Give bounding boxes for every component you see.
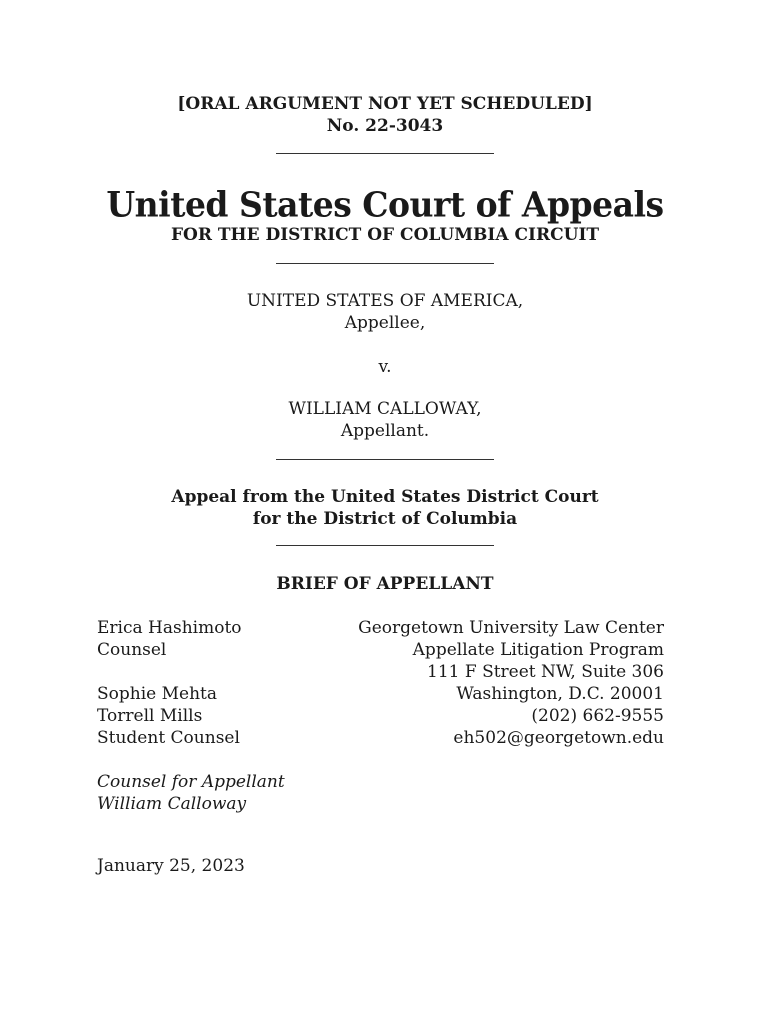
versus-wrap	[0, 356, 770, 378]
court-name: United States Court of Appeals	[106, 184, 664, 225]
divider-2-wrap	[0, 263, 770, 264]
divider-2	[276, 263, 494, 264]
counsel-name-2: Sophie Mehta	[97, 684, 217, 704]
counsel-for-line-1: Counsel for Appellant	[97, 772, 285, 792]
counsel-name-3: Torrell Mills	[97, 706, 203, 726]
divider-4	[276, 545, 494, 546]
appellant-role: Appellant.	[340, 421, 430, 441]
appellant-block	[0, 398, 770, 442]
counsel-role-2: Student Counsel	[97, 728, 240, 748]
address-phone: (202) 662-9555	[531, 706, 664, 726]
address-line-2: Appellate Litigation Program	[412, 640, 664, 660]
divider-1	[276, 153, 494, 154]
appeal-line-1: Appeal from the United States District Court	[171, 487, 599, 507]
counsel-block	[97, 617, 357, 815]
address-line-1: Georgetown University Law Center	[358, 618, 664, 638]
oral-argument-status: [ORAL ARGUMENT NOT YET SCHEDULED]	[177, 94, 593, 114]
date-wrap	[97, 855, 357, 877]
court-block	[0, 186, 770, 246]
counsel-role-1: Counsel	[97, 640, 167, 660]
court-circuit: FOR THE DISTRICT OF COLUMBIA CIRCUIT	[170, 225, 600, 245]
address-line-4: Washington, D.C. 20001	[456, 684, 664, 704]
appellant-name: WILLIAM CALLOWAY,	[288, 399, 482, 419]
counsel-for-line-2: William Calloway	[97, 794, 247, 814]
divider-3-wrap	[0, 459, 770, 460]
address-email: eh502@georgetown.edu	[453, 728, 664, 748]
versus: v.	[378, 357, 392, 377]
address-line-3: 111 F Street NW, Suite 306	[427, 662, 664, 682]
appellee-role: Appellee,	[344, 313, 426, 333]
address-block	[344, 617, 664, 749]
divider-4-wrap	[0, 545, 770, 546]
counsel-name-1: Erica Hashimoto	[97, 618, 242, 638]
appeal-block	[0, 486, 770, 530]
appellee-name: UNITED STATES OF AMERICA,	[246, 291, 524, 311]
divider-1-wrap	[0, 153, 770, 154]
divider-3	[276, 459, 494, 460]
parties-block	[0, 290, 770, 334]
appeal-line-2: for the District of Columbia	[252, 509, 518, 529]
case-number: No. 22-3043	[326, 116, 444, 136]
filing-date: January 25, 2023	[97, 856, 245, 876]
brief-title: BRIEF OF APPELLANT	[276, 574, 494, 594]
header-block	[0, 93, 770, 137]
brief-title-wrap	[0, 573, 770, 595]
